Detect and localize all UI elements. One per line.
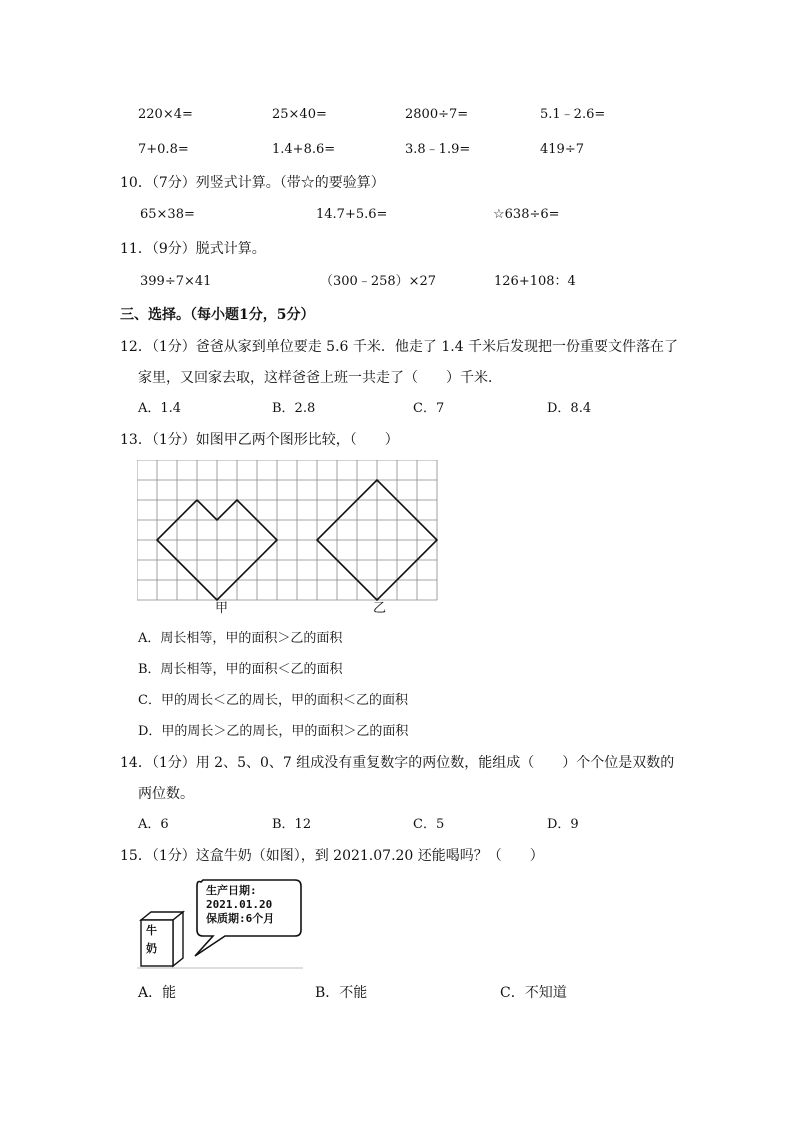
q14-line-2: 两位数。 [138, 786, 194, 802]
q14-line-1: 14．（1分）用 2、5、0、7 组成没有重复数字的两位数，能组成（ ）个个位是双数的 [120, 755, 675, 771]
q13-option-a: A．周长相等，甲的面积＞乙的面积 [138, 631, 343, 646]
q11-item: 126+108：4 [494, 274, 576, 289]
q9-item: 25×40= [272, 107, 327, 122]
q9-item: 419÷7 [540, 142, 584, 157]
q13-option-d: D．甲的周长＞乙的周长，甲的面积＞乙的面积 [138, 724, 409, 739]
q9-item: 1.4+8.6= [272, 142, 336, 157]
q13-title: 13．（1分）如图甲乙两个图形比较，（ ） [120, 432, 399, 448]
q10-item: 65×38= [140, 207, 195, 222]
bubble-line-3: 保质期:6个月 [206, 912, 275, 925]
q15-title: 15．（1分）这盒牛奶（如图），到 2021.07.20 还能喝吗？（ ） [120, 848, 544, 864]
bubble-line-1: 生产日期: [206, 884, 257, 897]
q11-item: 399÷7×41 [140, 274, 212, 289]
milk-box-label-1: 牛 [146, 924, 157, 937]
q12-option-a: A．1.4 [138, 401, 182, 416]
q13-option-b: B．周长相等，甲的面积＜乙的面积 [138, 662, 343, 677]
q15-option-b: B．不能 [315, 985, 368, 1001]
q9-item: 7+0.8= [138, 142, 189, 157]
q14-option-d: D．9 [547, 817, 579, 832]
label-jia: 甲 [215, 601, 229, 616]
q12-option-c: C．7 [413, 401, 445, 416]
q11-item: （300﹣258）×27 [320, 274, 437, 289]
q11-title: 11．（9分）脱式计算。 [120, 241, 266, 257]
q14-option-c: C．5 [413, 817, 445, 832]
section-3-heading: 三、选择。（每小题1分，5分） [120, 307, 315, 323]
q9-item: 220×4= [138, 107, 193, 122]
q12-line-1: 12．（1分）爸爸从家到单位要走 5.6 千米．他走了 1.4 千米后发现把一份重要文件落在了 [120, 339, 679, 355]
q13-option-c: C．甲的周长＜乙的周长，甲的面积＜乙的面积 [138, 693, 408, 708]
milk-box-label-2: 奶 [146, 942, 157, 955]
q9-item: 5.1﹣2.6= [540, 107, 606, 122]
q12-option-d: D．8.4 [547, 401, 592, 416]
q15-option-a: A．能 [138, 985, 177, 1001]
q14-option-a: A．6 [138, 817, 169, 832]
label-yi: 乙 [373, 601, 387, 616]
q12-line-2: 家里，又回家去取，这样爸爸上班一共走了（ ）千米． [138, 370, 502, 386]
q10-item: 14.7+5.6= [316, 207, 388, 222]
q14-option-b: B．12 [272, 817, 312, 832]
bubble-line-2: 2021.01.20 [206, 898, 273, 911]
q9-item: 2800÷7= [405, 107, 469, 122]
q15-option-c: C．不知道 [500, 985, 567, 1001]
q10-title: 10．（7分）列竖式计算。（带☆的要验算） [120, 175, 385, 191]
q12-option-b: B．2.8 [272, 401, 316, 416]
q13-grid-figure [137, 460, 441, 618]
q10-item: ☆638÷6= [493, 207, 560, 222]
q9-item: 3.8﹣1.9= [405, 142, 471, 157]
